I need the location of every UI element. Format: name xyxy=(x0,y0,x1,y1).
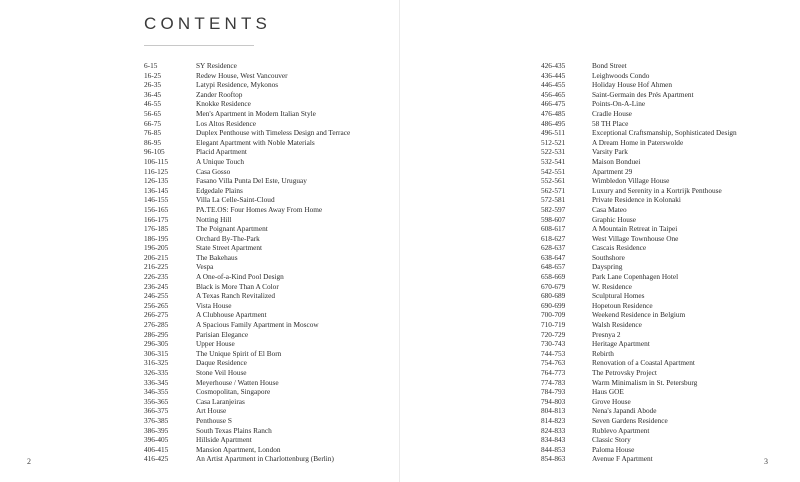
toc-project-name: West Village Townhouse One xyxy=(592,233,679,243)
toc-project-name: Edgedale Plains xyxy=(196,185,243,195)
toc-entry xyxy=(144,176,350,186)
title-underline xyxy=(144,45,254,46)
toc-page-range: 136-145 xyxy=(144,185,169,195)
toc-project-name: Rublevo Apartment xyxy=(592,425,650,435)
toc-page-range: 316-325 xyxy=(144,358,169,368)
toc-page-range: 774-783 xyxy=(541,377,566,387)
toc-entry xyxy=(144,224,350,234)
toc-entry xyxy=(144,368,350,378)
toc-entry xyxy=(541,262,737,272)
toc-page-range: 396-405 xyxy=(144,435,169,445)
toc-project-name: Art House xyxy=(196,406,227,416)
toc-page-range: 166-175 xyxy=(144,214,169,224)
toc-entry xyxy=(144,426,350,436)
toc-entry xyxy=(541,378,737,388)
toc-project-name: Grove House xyxy=(592,396,631,406)
toc-page-range: 496-511 xyxy=(541,128,566,138)
toc-project-name: A Mountain Retreat in Taipei xyxy=(592,224,678,234)
toc-entry xyxy=(541,406,737,416)
toc-entry xyxy=(144,291,350,301)
toc-entry xyxy=(144,71,350,81)
toc-entry xyxy=(541,147,737,157)
toc-project-name: Daque Residence xyxy=(196,358,247,368)
toc-entry xyxy=(541,186,737,196)
toc-page-range: 366-375 xyxy=(144,406,169,416)
toc-page-range: 814-823 xyxy=(541,415,566,425)
toc-project-name: Dayspring xyxy=(592,262,623,272)
toc-page-range: 326-335 xyxy=(144,368,169,377)
toc-entry xyxy=(541,445,737,455)
toc-entry xyxy=(144,282,350,292)
toc-page-range: 710-719 xyxy=(541,320,566,330)
toc-page-range: 466-475 xyxy=(541,99,566,109)
toc-page-range: 512-521 xyxy=(541,137,566,147)
toc-project-name: Bond Street xyxy=(592,61,627,70)
toc-page-range: 476-485 xyxy=(541,108,566,118)
toc-project-name: The Petrovsky Project xyxy=(592,368,657,377)
toc-page-range: 532-541 xyxy=(541,156,566,166)
toc-entry xyxy=(541,320,737,330)
toc-page-range: 226-235 xyxy=(144,272,169,282)
toc-project-name: Vista House xyxy=(196,300,232,310)
toc-entry xyxy=(541,358,737,368)
toc-project-name: Hopetoun Residence xyxy=(592,300,653,310)
page-number-left: 2 xyxy=(27,457,31,466)
toc-entry xyxy=(144,272,350,282)
toc-entry xyxy=(541,224,737,234)
toc-page-range: 582-597 xyxy=(541,204,566,214)
toc-project-name: Haus GOE xyxy=(592,387,624,397)
toc-page-range: 216-225 xyxy=(144,262,169,272)
toc-entry xyxy=(144,61,350,71)
toc-entry xyxy=(144,167,350,177)
toc-entry xyxy=(541,272,737,282)
toc-entry xyxy=(541,330,737,340)
right-page xyxy=(400,0,800,482)
toc-page-range: 6-15 xyxy=(144,61,158,70)
toc-page-range: 296-305 xyxy=(144,339,169,349)
toc-project-name: Orchard By-The-Park xyxy=(196,233,260,243)
toc-entry xyxy=(144,253,350,263)
toc-project-name: An Artist Apartment in Charlottenburg (Berlin) xyxy=(196,454,334,464)
toc-project-name: Cradle House xyxy=(592,108,632,118)
toc-page-range: 784-793 xyxy=(541,387,566,397)
toc-page-range: 764-773 xyxy=(541,368,566,377)
toc-page-range: 96-105 xyxy=(144,147,165,157)
toc-project-name: Notting Hill xyxy=(196,214,232,224)
toc-project-name: W. Residence xyxy=(592,281,632,291)
toc-page-range: 638-647 xyxy=(541,252,566,262)
toc-page-range: 744-753 xyxy=(541,348,566,358)
toc-entry xyxy=(541,128,737,138)
toc-page-range: 156-165 xyxy=(144,204,169,214)
toc-page-range: 146-155 xyxy=(144,195,169,205)
toc-page-range: 618-627 xyxy=(541,233,566,243)
toc-project-name: Saint-Germain des Prés Apartment xyxy=(592,89,694,99)
toc-page-range: 562-571 xyxy=(541,185,566,195)
toc-entry xyxy=(144,454,350,464)
toc-page-range: 356-365 xyxy=(144,396,169,406)
toc-project-name: A One-of-a-Kind Pool Design xyxy=(196,272,284,282)
toc-page-range: 804-813 xyxy=(541,406,566,416)
toc-entry xyxy=(144,99,350,109)
toc-project-name: Black is More Than A Color xyxy=(196,281,279,291)
toc-project-name: Holiday House Hof Ahmen xyxy=(592,80,673,90)
toc-project-name: Parisian Elegance xyxy=(196,329,249,339)
toc-entry xyxy=(541,282,737,292)
page-number-right: 3 xyxy=(764,457,768,466)
toc-project-name: A Unique Touch xyxy=(196,156,244,166)
toc-project-name: A Dream Home in Paterswolde xyxy=(592,137,684,147)
toc-entry xyxy=(541,215,737,225)
toc-entry xyxy=(541,349,737,359)
toc-entry xyxy=(144,80,350,90)
toc-page-range: 246-255 xyxy=(144,291,169,301)
toc-entry xyxy=(541,71,737,81)
toc-entry xyxy=(541,205,737,215)
toc-page-range: 598-607 xyxy=(541,214,566,224)
toc-entry xyxy=(144,378,350,388)
toc-project-name: Paloma House xyxy=(592,444,635,454)
toc-project-name: Vespa xyxy=(196,262,214,272)
toc-page-range: 700-709 xyxy=(541,310,566,320)
toc-entry xyxy=(541,119,737,129)
toc-entry xyxy=(541,234,737,244)
toc-entry xyxy=(144,349,350,359)
toc-project-name: Weekend Residence in Belgium xyxy=(592,310,686,320)
toc-entry xyxy=(541,80,737,90)
toc-project-name: Heritage Apartment xyxy=(592,339,650,349)
toc-project-name: Knokke Residence xyxy=(196,99,251,109)
toc-project-name: Mansion Apartment, London xyxy=(196,444,281,454)
toc-entry xyxy=(541,109,737,119)
toc-project-name: Men's Apartment in Modern Italian Style xyxy=(196,108,316,118)
toc-page-range: 824-833 xyxy=(541,425,566,435)
toc-project-name: Cascais Residence xyxy=(592,243,647,253)
toc-page-range: 854-863 xyxy=(541,454,566,464)
toc-entry xyxy=(144,157,350,167)
toc-page-range: 106-115 xyxy=(144,156,169,166)
toc-page-range: 486-495 xyxy=(541,118,566,128)
toc-entry xyxy=(541,416,737,426)
toc-page-range: 720-729 xyxy=(541,329,566,339)
toc-entry xyxy=(541,243,737,253)
toc-page-range: 26-35 xyxy=(144,80,162,90)
toc-page-range: 336-345 xyxy=(144,377,169,387)
toc-project-name: Sculptural Homes xyxy=(592,291,645,301)
toc-entry xyxy=(541,368,737,378)
toc-entry xyxy=(541,253,737,263)
toc-page-range: 196-205 xyxy=(144,243,169,253)
toc-project-name: SY Residence xyxy=(196,61,237,70)
toc-project-name: South Texas Plains Ranch xyxy=(196,425,272,435)
toc-project-name: Rebirth xyxy=(592,348,614,358)
toc-page-range: 572-581 xyxy=(541,195,566,205)
toc-project-name: Renovation of a Coastal Apartment xyxy=(592,358,695,368)
toc-project-name: Meyerhouse / Watten House xyxy=(196,377,279,387)
toc-entry xyxy=(144,138,350,148)
toc-project-name: Seven Gardens Residence xyxy=(592,415,668,425)
toc-project-name: Avenue F Apartment xyxy=(592,454,653,464)
toc-entry xyxy=(541,61,737,71)
toc-page-range: 306-315 xyxy=(144,348,169,358)
toc-entry xyxy=(144,416,350,426)
contents-list-right xyxy=(541,61,737,464)
toc-project-name: A Clubhouse Apartment xyxy=(196,310,267,320)
toc-page-range: 56-65 xyxy=(144,108,162,118)
toc-project-name: Nena's Japandi Abode xyxy=(592,406,657,416)
toc-entry xyxy=(144,330,350,340)
toc-page-range: 730-743 xyxy=(541,339,566,349)
toc-page-range: 176-185 xyxy=(144,224,169,234)
toc-page-range: 648-657 xyxy=(541,262,566,272)
toc-entry xyxy=(541,167,737,177)
toc-project-name: Casa Gosso xyxy=(196,166,231,176)
toc-project-name: Leighwoods Condo xyxy=(592,70,650,80)
toc-page-range: 552-561 xyxy=(541,176,566,186)
toc-entry xyxy=(541,157,737,167)
toc-entry xyxy=(144,234,350,244)
toc-project-name: Exceptional Craftsmanship, Sophisticated Design xyxy=(592,128,737,138)
toc-project-name: The Poignant Apartment xyxy=(196,224,268,234)
page-title: CONTENTS xyxy=(144,14,272,33)
toc-page-range: 66-75 xyxy=(144,118,162,128)
toc-project-name: PA.TE.OS: Four Homes Away From Home xyxy=(196,204,323,214)
toc-project-name: Duplex Penthouse with Timeless Design and Terrace xyxy=(196,128,351,138)
toc-page-range: 690-699 xyxy=(541,300,566,310)
toc-project-name: Casa Mateo xyxy=(592,204,627,214)
toc-entry xyxy=(541,339,737,349)
toc-entry xyxy=(541,397,737,407)
toc-project-name: A Texas Ranch Revitalized xyxy=(196,291,275,301)
toc-page-range: 446-455 xyxy=(541,80,566,90)
toc-page-range: 256-265 xyxy=(144,300,169,310)
toc-entry xyxy=(144,186,350,196)
toc-entry xyxy=(541,435,737,445)
toc-project-name: State Street Apartment xyxy=(196,243,263,253)
toc-project-name: Maison Bonduei xyxy=(592,156,641,166)
toc-entry xyxy=(144,358,350,368)
toc-entry xyxy=(144,320,350,330)
toc-page-range: 670-679 xyxy=(541,281,566,291)
toc-entry xyxy=(541,90,737,100)
toc-project-name: Penthouse S xyxy=(196,415,232,425)
toc-entry xyxy=(541,310,737,320)
toc-entry xyxy=(144,243,350,253)
toc-project-name: Points-On-A-Line xyxy=(592,99,646,109)
toc-project-name: Fasano Villa Punta Del Este, Uruguay xyxy=(196,176,307,186)
toc-page-range: 436-445 xyxy=(541,70,566,80)
toc-project-name: Zander Rooftop xyxy=(196,89,243,99)
toc-project-name: A Spacious Family Apartment in Moscow xyxy=(196,320,319,330)
toc-page-range: 376-385 xyxy=(144,415,169,425)
toc-page-range: 16-25 xyxy=(144,70,162,80)
toc-page-range: 456-465 xyxy=(541,89,566,99)
toc-project-name: Cosmopolitan, Singapore xyxy=(196,387,271,397)
toc-project-name: The Unique Spirit of El Born xyxy=(196,348,282,358)
toc-project-name: Varsity Park xyxy=(592,147,628,157)
toc-entry xyxy=(144,301,350,311)
toc-project-name: Villa La Celle-Saint-Cloud xyxy=(196,195,275,205)
toc-page-range: 266-275 xyxy=(144,310,169,320)
toc-page-range: 542-551 xyxy=(541,166,566,176)
toc-entry xyxy=(541,99,737,109)
toc-page-range: 658-669 xyxy=(541,272,566,282)
toc-project-name: Stone Veil House xyxy=(196,368,247,377)
toc-entry xyxy=(144,215,350,225)
toc-entry xyxy=(144,262,350,272)
toc-page-range: 386-395 xyxy=(144,425,169,435)
toc-entry xyxy=(144,128,350,138)
toc-project-name: Apartment 29 xyxy=(592,166,633,176)
toc-entry xyxy=(144,205,350,215)
toc-page-range: 76-85 xyxy=(144,128,162,138)
toc-entry xyxy=(541,387,737,397)
toc-page-range: 628-637 xyxy=(541,243,566,253)
toc-entry xyxy=(144,445,350,455)
toc-project-name: Wimbledon Village House xyxy=(592,176,670,186)
toc-page-range: 126-135 xyxy=(144,176,169,186)
toc-page-range: 276-285 xyxy=(144,320,169,330)
toc-entry xyxy=(541,138,737,148)
toc-project-name: Placid Apartment xyxy=(196,147,247,157)
toc-entry xyxy=(144,119,350,129)
toc-project-name: The Bakehaus xyxy=(196,252,238,262)
toc-entry xyxy=(144,147,350,157)
toc-entry xyxy=(144,195,350,205)
toc-page-range: 86-95 xyxy=(144,137,162,147)
toc-entry xyxy=(541,176,737,186)
toc-project-name: Private Residence in Kolonaki xyxy=(592,195,681,205)
toc-project-name: Elegant Apartment with Noble Materials xyxy=(196,137,315,147)
toc-page-range: 116-125 xyxy=(144,166,169,176)
toc-entry xyxy=(144,90,350,100)
toc-project-name: Latypi Residence, Mykonos xyxy=(196,80,279,90)
toc-project-name: 58 TH Place xyxy=(592,118,629,128)
toc-entry xyxy=(144,387,350,397)
toc-page-range: 608-617 xyxy=(541,224,566,234)
toc-project-name: Casa Laranjeiras xyxy=(196,396,245,406)
contents-list-left xyxy=(144,61,350,464)
toc-page-range: 426-435 xyxy=(541,61,566,70)
toc-project-name: Graphic House xyxy=(592,214,636,224)
toc-project-name: Walsh Residence xyxy=(592,320,642,330)
toc-page-range: 844-853 xyxy=(541,444,566,454)
toc-page-range: 794-803 xyxy=(541,396,566,406)
toc-entry xyxy=(144,339,350,349)
toc-entry xyxy=(541,426,737,436)
toc-project-name: Luxury and Serenity in a Kortrijk Penthouse xyxy=(592,185,722,195)
toc-project-name: Redew House, West Vancouver xyxy=(196,70,288,80)
toc-entry xyxy=(144,397,350,407)
toc-project-name: Presnya 2 xyxy=(592,329,621,339)
toc-project-name: Park Lane Copenhagen Hotel xyxy=(592,272,679,282)
toc-page-range: 46-55 xyxy=(144,99,162,109)
toc-entry xyxy=(144,109,350,119)
toc-project-name: Southshore xyxy=(592,252,625,262)
toc-project-name: Hillside Apartment xyxy=(196,435,252,445)
toc-page-range: 834-843 xyxy=(541,435,566,445)
toc-page-range: 522-531 xyxy=(541,147,566,157)
toc-page-range: 286-295 xyxy=(144,329,169,339)
toc-entry xyxy=(144,406,350,416)
toc-entry xyxy=(144,435,350,445)
toc-entry xyxy=(541,195,737,205)
toc-project-name: Los Altos Residence xyxy=(196,118,256,128)
toc-project-name: Classic Story xyxy=(592,435,631,445)
toc-page-range: 186-195 xyxy=(144,233,169,243)
toc-page-range: 36-45 xyxy=(144,89,162,99)
toc-project-name: Upper House xyxy=(196,339,235,349)
toc-page-range: 206-215 xyxy=(144,252,169,262)
toc-page-range: 754-763 xyxy=(541,358,566,368)
toc-page-range: 406-415 xyxy=(144,444,169,454)
toc-project-name: Warm Minimalism in St. Petersburg xyxy=(592,377,698,387)
toc-entry xyxy=(144,310,350,320)
toc-entry xyxy=(541,291,737,301)
toc-page-range: 680-689 xyxy=(541,291,566,301)
toc-page-range: 236-245 xyxy=(144,281,169,291)
toc-page-range: 346-355 xyxy=(144,387,169,397)
toc-entry xyxy=(541,454,737,464)
toc-page-range: 416-425 xyxy=(144,454,169,464)
toc-entry xyxy=(541,301,737,311)
